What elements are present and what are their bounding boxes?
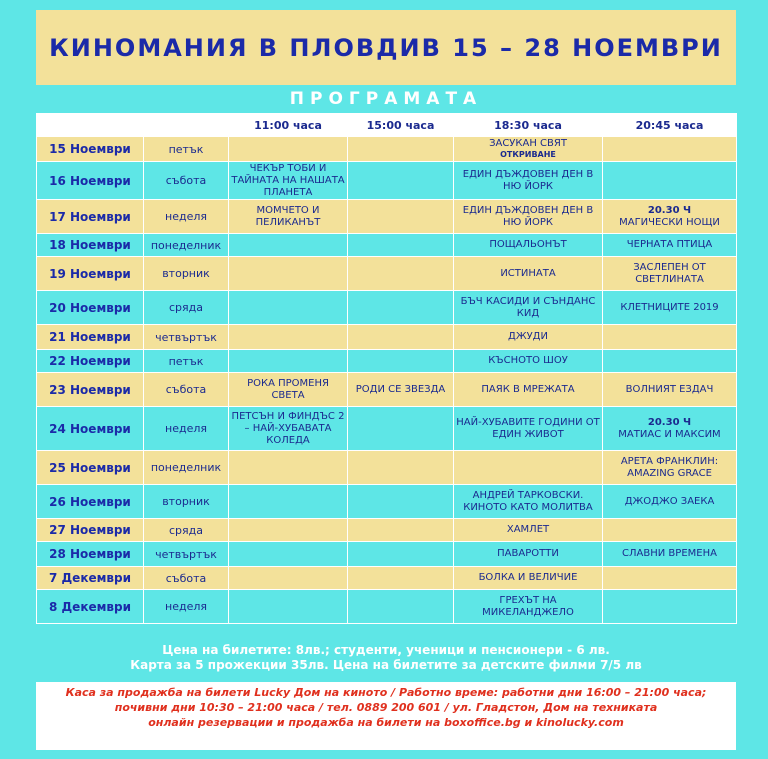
film-1100-cell	[229, 350, 348, 373]
weekday-cell: понеделник	[144, 451, 229, 485]
film-title: МАГИЧЕСКИ НОЩИ	[619, 216, 720, 228]
date-cell: 20 Ноември	[37, 291, 144, 325]
film-1500-cell	[348, 451, 454, 485]
film-title: БЪЧ КАСИДИ И СЪНДАНС КИД	[460, 295, 596, 319]
column-header: 11:00 часа	[229, 114, 348, 137]
film-title: ДЖОДЖО ЗАЕКА	[624, 495, 715, 507]
weekday-cell: понеделник	[144, 234, 229, 257]
weekday-cell: четвъртък	[144, 325, 229, 350]
film-title: КЪСНОТО ШОУ	[488, 355, 568, 366]
film-1830-cell	[454, 373, 603, 407]
schedule-table	[36, 113, 737, 624]
weekday-cell: неделя	[144, 590, 229, 624]
box-office-info	[36, 682, 736, 750]
table-row	[37, 542, 737, 567]
weekday-cell: сряда	[144, 519, 229, 542]
film-title: ЕДИН ДЪЖДОВЕН ДЕН В НЮ ЙОРК	[462, 168, 594, 192]
film-1500-cell	[348, 162, 454, 200]
film-title: СЛАВНИ ВРЕМЕНА	[622, 548, 717, 559]
film-1500-cell	[348, 567, 454, 590]
film-title: ПОЩАЛЬОНЪТ	[489, 239, 567, 250]
film-1500-cell	[348, 257, 454, 291]
film-1100-cell	[229, 137, 348, 162]
film-1500-cell	[348, 234, 454, 257]
film-1500-cell	[348, 542, 454, 567]
film-title: БОЛКА И ВЕЛИЧИЕ	[478, 572, 578, 583]
weekday-cell: вторник	[144, 485, 229, 519]
title-band	[36, 10, 736, 85]
film-1100-cell	[229, 542, 348, 567]
table-header-row	[37, 114, 737, 137]
table-row	[37, 567, 737, 590]
film-1500-cell	[348, 200, 454, 234]
column-header	[144, 114, 229, 137]
weekday-cell: събота	[144, 162, 229, 200]
film-1100-cell	[229, 567, 348, 590]
film-1500-cell	[348, 291, 454, 325]
film-1830-cell	[454, 350, 603, 373]
film-1500-cell	[348, 325, 454, 350]
film-2045-cell	[603, 257, 737, 291]
film-1830-cell	[454, 200, 603, 234]
film-1500-cell: РОДИ СЕ ЗВЕЗДА	[348, 373, 454, 407]
film-1100-cell: РОКА ПРОМЕНЯ СВЕТА	[229, 373, 348, 407]
ticket-prices	[36, 643, 736, 673]
price-line: Цена на билетите: 8лв.; студенти, ученици и пенсионери - 6 лв.	[162, 643, 610, 657]
weekday-cell: петък	[144, 350, 229, 373]
film-1100-cell	[229, 590, 348, 624]
film-1100-cell	[229, 451, 348, 485]
date-cell: 26 Ноември	[37, 485, 144, 519]
film-1500-cell	[348, 137, 454, 162]
film-1830-cell	[454, 451, 603, 485]
film-1100-cell	[229, 257, 348, 291]
date-cell: 27 Ноември	[37, 519, 144, 542]
film-1830-cell	[454, 590, 603, 624]
film-1830-cell	[454, 542, 603, 567]
film-title: МАТИАС И МАКСИМ	[618, 428, 721, 440]
film-1100-cell	[229, 291, 348, 325]
table-row	[37, 291, 737, 325]
film-1830-cell	[454, 257, 603, 291]
film-2045-cell	[603, 485, 737, 519]
film-1830-cell	[454, 291, 603, 325]
date-cell: 24 Ноември	[37, 407, 144, 451]
date-cell: 17 Ноември	[37, 200, 144, 234]
weekday-cell: сряда	[144, 291, 229, 325]
film-title: АРЕТА ФРАНКЛИН: AMAZING GRACE	[620, 455, 719, 479]
film-1100-cell: МОМЧЕТО И ПЕЛИКАНЪТ	[229, 200, 348, 234]
date-cell: 28 Ноември	[37, 542, 144, 567]
film-1830-cell	[454, 567, 603, 590]
column-header: 20:45 часа	[603, 114, 737, 137]
table-row	[37, 257, 737, 291]
film-1500-cell	[348, 350, 454, 373]
date-cell: 23 Ноември	[37, 373, 144, 407]
film-1100-cell	[229, 485, 348, 519]
table-row	[37, 325, 737, 350]
table-row	[37, 137, 737, 162]
film-title: ЗАСУКАН СВЯТ	[489, 138, 567, 149]
price-line: Карта за 5 прожекции 35лв. Цена на билетите за детските филми 7/5 лв	[130, 658, 642, 672]
table-row	[37, 590, 737, 624]
film-1830-cell	[454, 407, 603, 451]
film-title: ДЖУДИ	[508, 331, 548, 342]
film-title: ВОЛНИЯТ ЕЗДАЧ	[625, 383, 714, 395]
film-2045-cell	[603, 325, 737, 350]
film-2045-cell	[603, 590, 737, 624]
film-1500-cell	[348, 407, 454, 451]
column-header: 18:30 часа	[454, 114, 603, 137]
film-1500-cell	[348, 485, 454, 519]
date-cell: 21 Ноември	[37, 325, 144, 350]
film-2045-cell	[603, 373, 737, 407]
screening-time: 20.30 Ч	[647, 416, 692, 428]
table-row	[37, 162, 737, 200]
film-2045-cell	[603, 542, 737, 567]
film-title: ЗАСЛЕПЕН ОТ СВЕТЛИНАТА	[633, 261, 706, 285]
film-title: ПАЯК В МРЕЖАТА	[481, 383, 575, 395]
film-title: ИСТИНАТА	[500, 267, 556, 279]
film-1830-cell	[454, 485, 603, 519]
film-title: ЕДИН ДЪЖДОВЕН ДЕН В НЮ ЙОРК	[462, 204, 594, 228]
table-row	[37, 234, 737, 257]
film-title: КЛЕТНИЦИТЕ 2019	[620, 301, 719, 313]
film-1500-cell	[348, 590, 454, 624]
weekday-cell: неделя	[144, 407, 229, 451]
film-title: ПАВАРОТТИ	[497, 548, 559, 559]
film-2045-cell	[603, 200, 737, 234]
weekday-cell: събота	[144, 373, 229, 407]
page-title: КИНОМАНИЯ В ПЛОВДИВ 15 – 28 НОЕМВРИ	[49, 33, 723, 62]
table-row	[37, 373, 737, 407]
weekday-cell: събота	[144, 567, 229, 590]
info-line: почивни дни 10:30 – 21:00 часа / тел. 0889 200 601 / ул. Гладстон, Дом на техниката	[114, 701, 658, 714]
weekday-cell: петък	[144, 137, 229, 162]
film-1830-cell	[454, 519, 603, 542]
date-cell: 15 Ноември	[37, 137, 144, 162]
film-2045-cell	[603, 234, 737, 257]
table-row	[37, 350, 737, 373]
film-2045-cell	[603, 451, 737, 485]
date-cell: 19 Ноември	[37, 257, 144, 291]
film-1500-cell	[348, 519, 454, 542]
film-2045-cell	[603, 567, 737, 590]
date-cell: 25 Ноември	[37, 451, 144, 485]
film-1830-cell	[454, 137, 603, 162]
film-1100-cell	[229, 325, 348, 350]
date-cell: 8 Декември	[37, 590, 144, 624]
page-subtitle: ПРОГРАМАТА	[289, 89, 483, 109]
film-1830-cell	[454, 162, 603, 200]
date-cell: 18 Ноември	[37, 234, 144, 257]
info-line: Каса за продажба на билети Lucky Дом на киното / Работно време: работни дни 16:00 – 21:00 часа;	[65, 686, 707, 699]
film-2045-cell	[603, 407, 737, 451]
screening-time: 20.30 Ч	[647, 204, 692, 216]
table-row	[37, 485, 737, 519]
film-1830-cell	[454, 325, 603, 350]
table-row	[37, 451, 737, 485]
date-cell: 16 Ноември	[37, 162, 144, 200]
film-2045-cell	[603, 291, 737, 325]
screening-note: ОТКРИВАНЕ	[500, 150, 556, 159]
weekday-cell: четвъртък	[144, 542, 229, 567]
film-1100-cell: ПЕТСЪН И ФИНДЪС 2 – НАЙ-ХУБАВАТА КОЛЕДА	[229, 407, 348, 451]
table-row	[37, 200, 737, 234]
film-2045-cell	[603, 519, 737, 542]
date-cell: 7 Декември	[37, 567, 144, 590]
film-title: НАЙ-ХУБАВИТЕ ГОДИНИ ОТ ЕДИН ЖИВОТ	[456, 416, 600, 440]
film-title: ГРЕХЪТ НА МИКЕЛАНДЖЕЛО	[482, 594, 574, 618]
film-title: ЧЕРНАТА ПТИЦА	[626, 239, 713, 250]
info-line: онлайн резервации и продажба на билети на boxoffice.bg и kinolucky.com	[148, 716, 624, 729]
film-1100-cell	[229, 519, 348, 542]
film-2045-cell	[603, 162, 737, 200]
table-row	[37, 519, 737, 542]
film-2045-cell	[603, 137, 737, 162]
column-header: 15:00 часа	[348, 114, 454, 137]
film-title: ХАМЛЕТ	[506, 524, 550, 535]
film-1830-cell	[454, 234, 603, 257]
date-cell: 22 Ноември	[37, 350, 144, 373]
film-1100-cell: ЧЕКЪР ТОБИ И ТАЙНАТА НА НАШАТА ПЛАНЕТА	[229, 162, 348, 200]
film-2045-cell	[603, 350, 737, 373]
table-row	[37, 407, 737, 451]
weekday-cell: вторник	[144, 257, 229, 291]
column-header	[37, 114, 144, 137]
film-1100-cell	[229, 234, 348, 257]
weekday-cell: неделя	[144, 200, 229, 234]
film-title: АНДРЕЙ ТАРКОВСКИ. КИНОТО КАТО МОЛИТВА	[463, 489, 593, 513]
